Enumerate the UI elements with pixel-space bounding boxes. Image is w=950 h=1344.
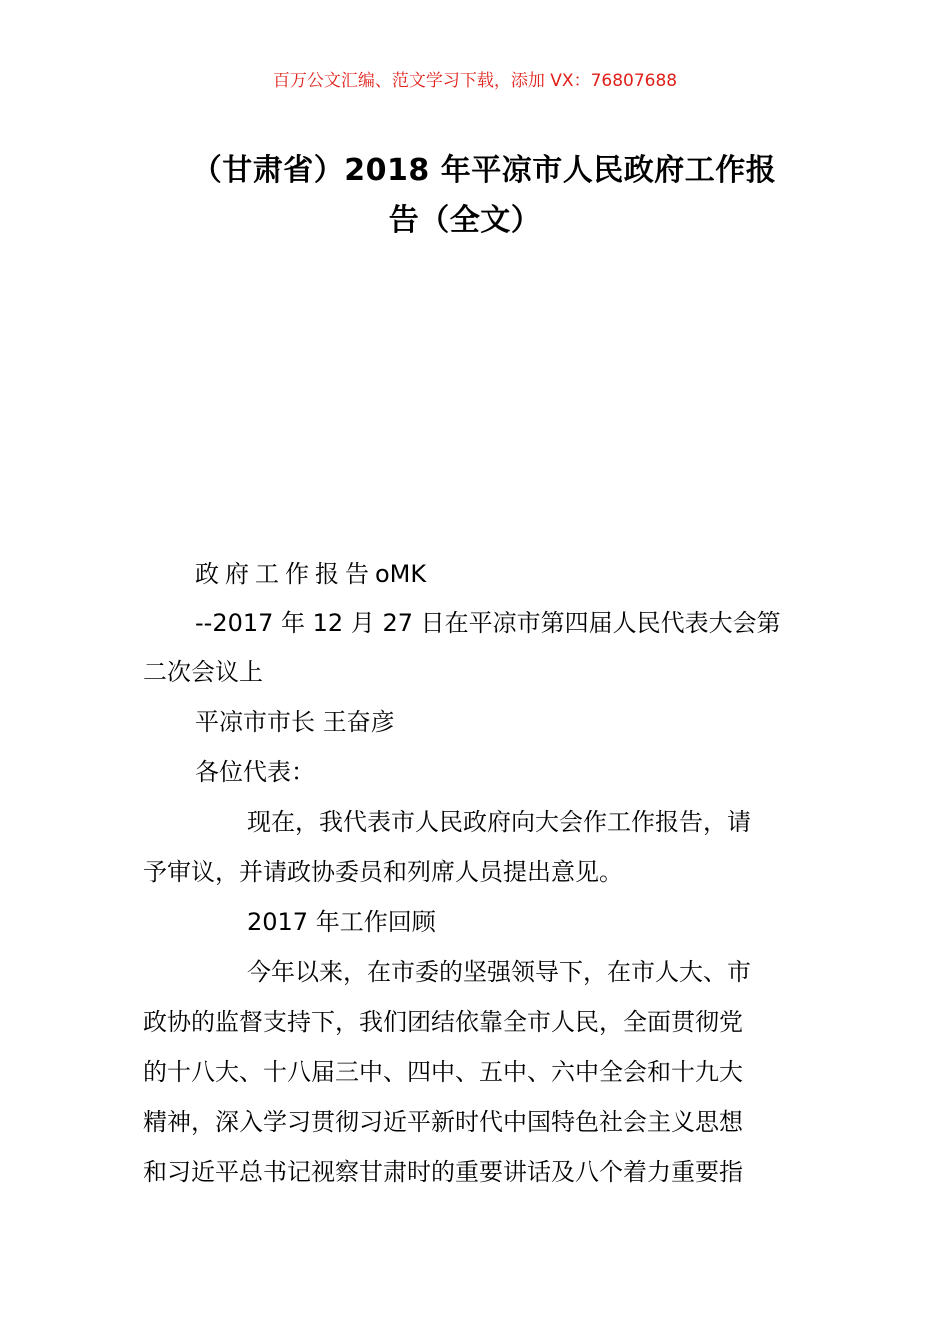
paragraph-2-line-2: 政协的监督支持下，我们团结依靠全市人民，全面贯彻党 — [143, 1008, 743, 1036]
document-title-line-2: 告（全文） — [388, 203, 542, 238]
paragraph-2-line-4: 精神，深入学习贯彻习近平新时代中国特色社会主义思想 — [143, 1108, 743, 1136]
subtitle-line-2: 二次会议上 — [143, 658, 263, 686]
subtitle-line-1: --2017 年 12 月 27 日在平凉市第四届人民代表大会第 — [195, 609, 781, 637]
report-heading-latin: oMK — [375, 560, 427, 588]
salutation: 各位代表： — [195, 758, 315, 786]
report-heading-chinese: 政府工作报告 — [195, 560, 375, 588]
paragraph-2-line-3: 的十八大、十八届三中、四中、五中、六中全会和十九大 — [143, 1058, 743, 1086]
speaker-line: 平凉市市长 王奋彦 — [195, 708, 395, 736]
paragraph-1-line-1: 现在，我代表市人民政府向大会作工作报告，请 — [247, 808, 751, 836]
paragraph-2-line-1: 今年以来，在市委的坚强领导下，在市人大、市 — [247, 958, 751, 986]
report-heading — [195, 557, 426, 591]
header-watermark-note: 百万公文汇编、范文学习下载，添加 VX：76807688 — [272, 71, 678, 91]
section-heading: 2017 年工作回顾 — [247, 908, 436, 936]
paragraph-2-line-5: 和习近平总书记视察甘肃时的重要讲话及八个着力重要指 — [143, 1158, 743, 1186]
document-title-line-1: （甘肃省）2018 年平凉市人民政府工作报 — [191, 153, 777, 188]
paragraph-1-line-2: 予审议，并请政协委员和列席人员提出意见。 — [143, 858, 623, 886]
